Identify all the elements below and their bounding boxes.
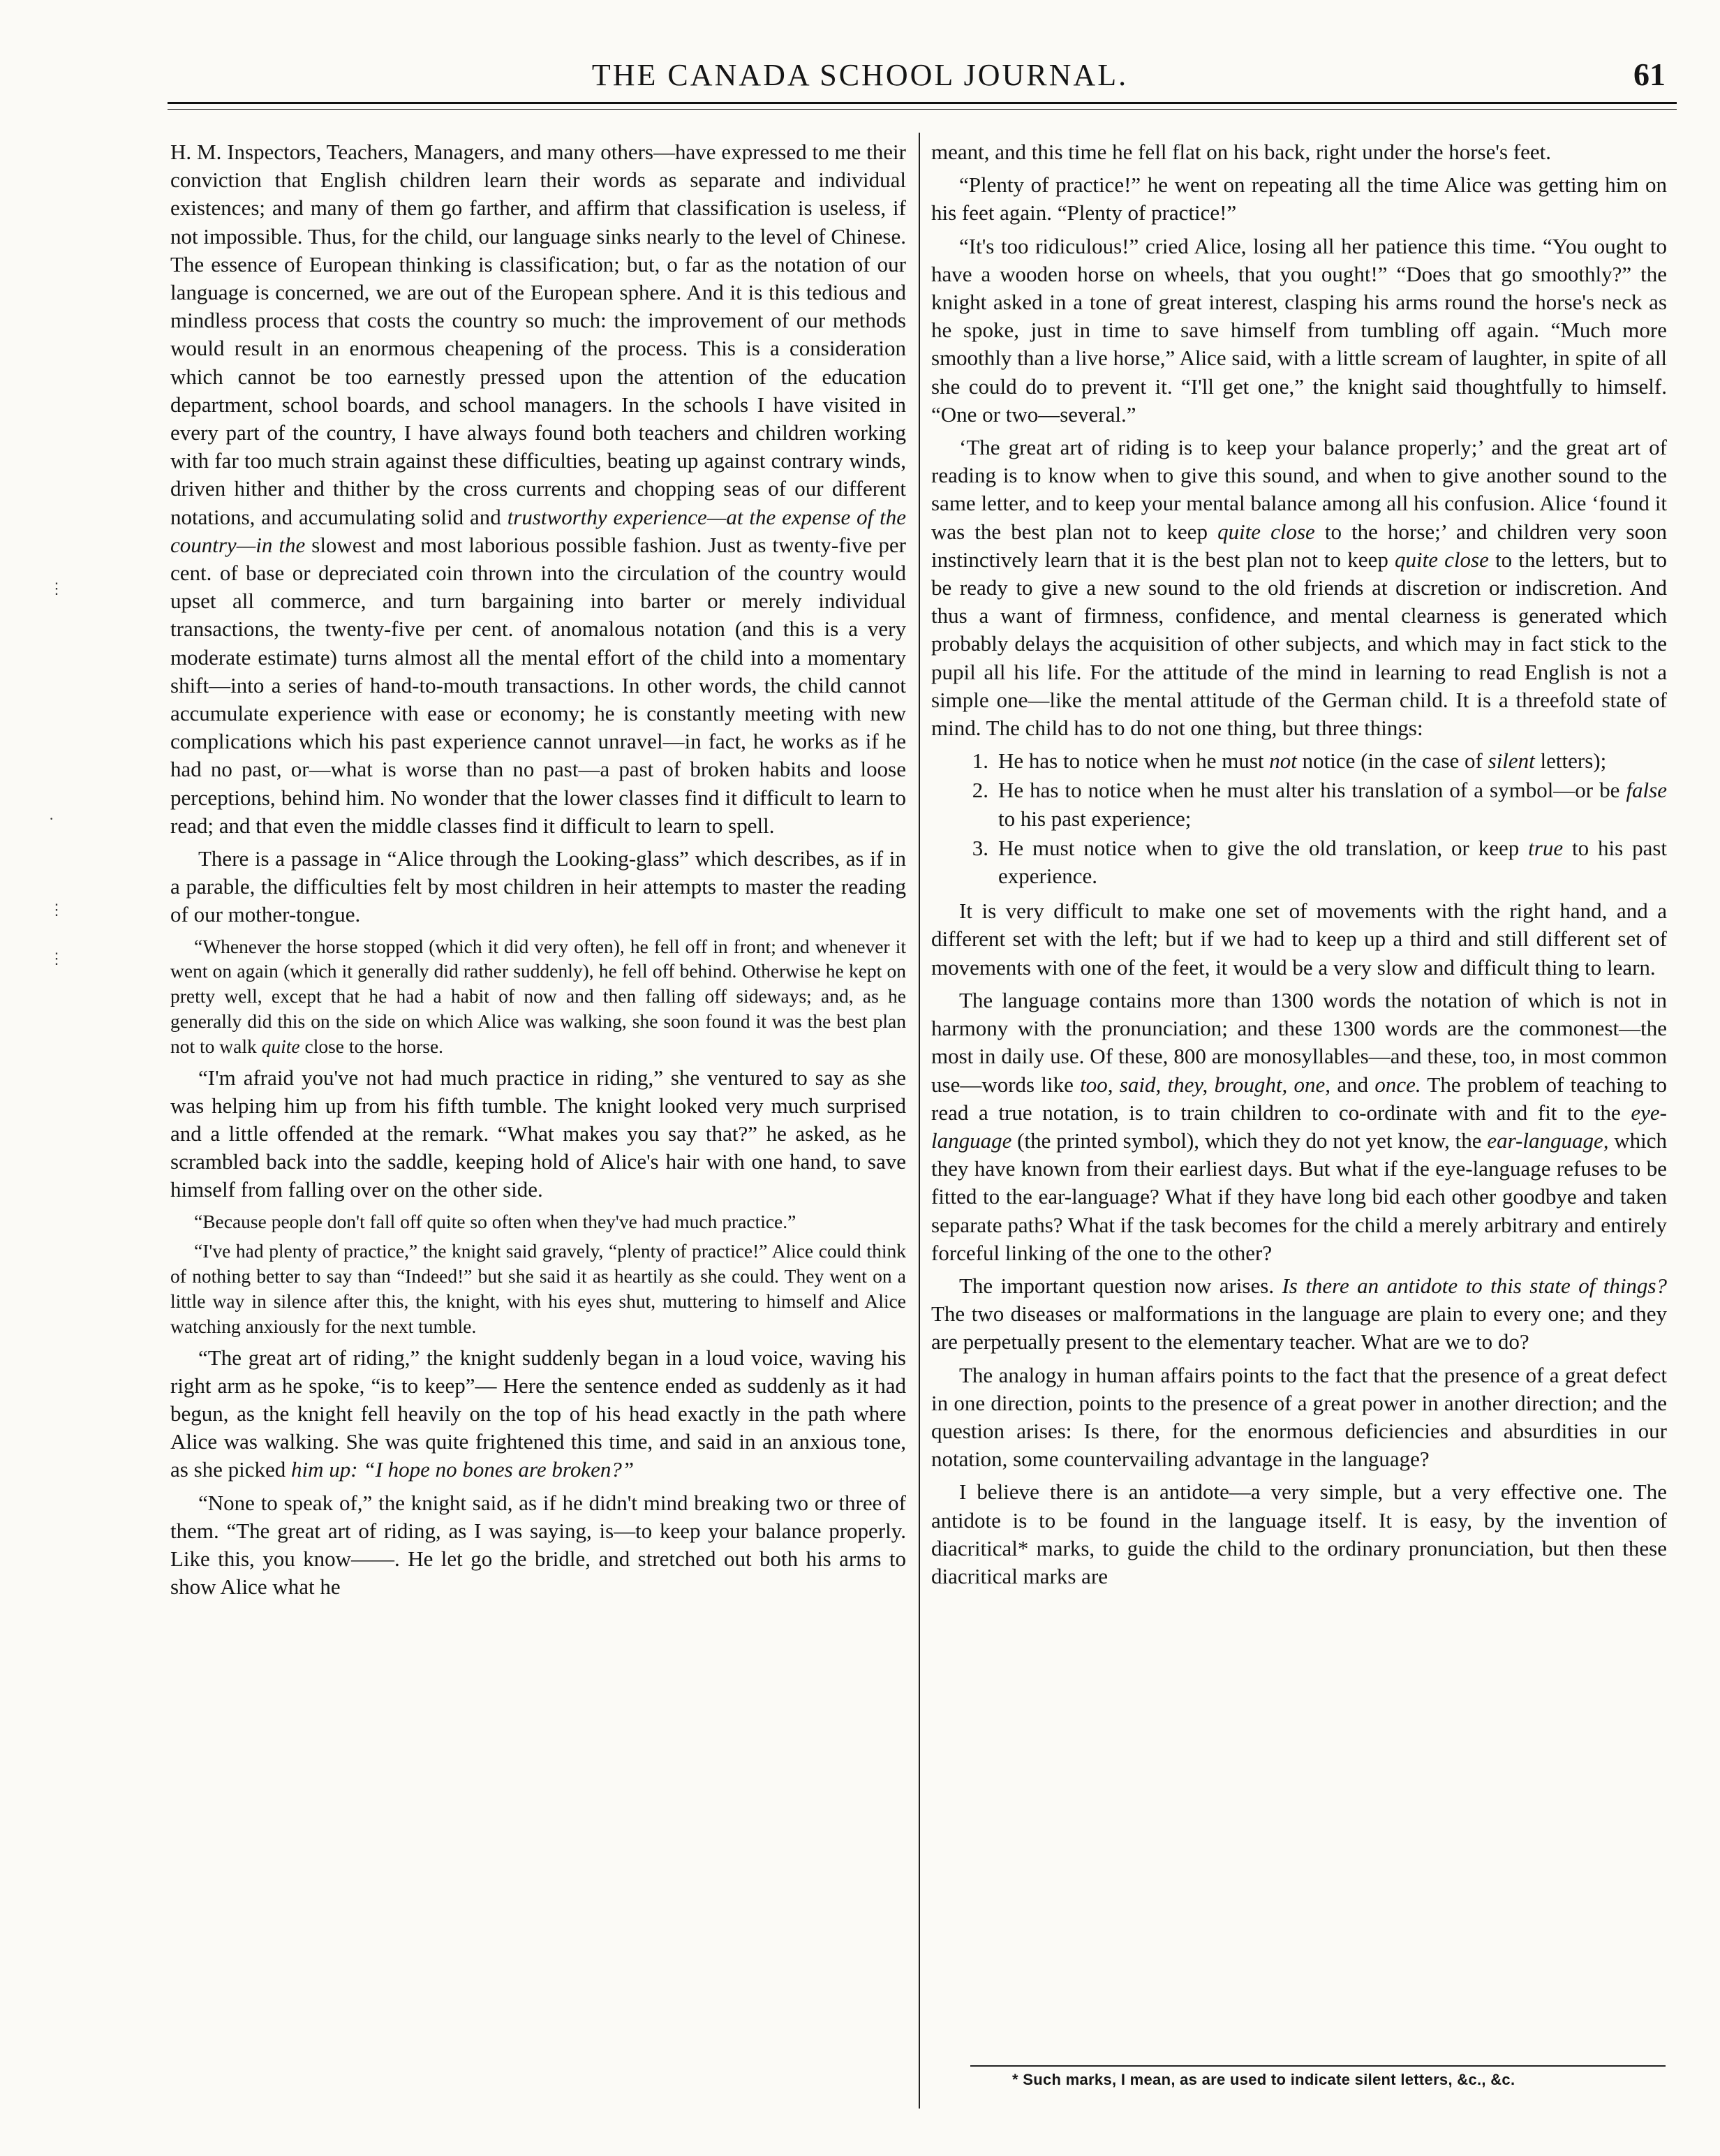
paragraph: The analogy in human affairs points to the fact that the presence of a great defect in one direction, points to the presence of a great power in another direction; and the question arises: Is there, for the enormous deficiencies and absurdities in our notation, some countervailing advantage in the language? <box>931 1362 1667 1472</box>
quotation: “Whenever the horse stopped (which it did very often), he fell off in front; and whenever it went on again (which it generally did rather suddenly), he fell off behind. Otherwise he kept on pretty well, except that he had a habit of now and then falling off sideways; and, as he generally did this on the side on which Alice was walking, she soon found it was the best plan not to walk quite close to the horse. <box>170 935 906 1057</box>
footnote: * Such marks, I mean, as are used to indicate silent letters, &c., &c. <box>1012 2071 1515 2088</box>
paragraph: The language contains more than 1300 words the notation of which is not in harmony with the pronunciation; and these 1300 words are the commonest—the most in daily use. Of these, 800 are monosyllables—and these, too, in most common use—words like too, said, they, brought, one, and once. The problem of teaching to read a true notation, is to train children to co-ordinate with and fit to the eye-language (the printed symbol), which they do not yet know, the ear-language, which they have known from their earliest days. But what if the eye-language refuses to be fitted to the ear-language? What if they have long bid each other goodbye and taken separate paths? What if the task becomes for the child a merely arbitrary and entirely forceful linking of the one to the other? <box>931 987 1667 1265</box>
scan-mark: ⋮ <box>49 950 64 967</box>
header-rule-thin <box>168 109 1677 110</box>
quotation: “Plenty of practice!” he went on repeating all the time Alice was getting him on his feet again. “Plenty of practice!” <box>931 172 1667 226</box>
list-item: 1. He has to notice when he must not notice (in the case of silent letters); <box>972 748 1607 774</box>
column-divider <box>919 133 920 2109</box>
paragraph: H. M. Inspectors, Teachers, Managers, and many others—have expressed to me their conviction that English children learn their words as separate and individual existences; and many of them go farther, and affirm that classification is useless, if not impossible. Thus, for the child, our language sinks nearly to the level of Chinese. The essence of European thinking is classification; but, o far as the notation of our language is concerned, we are out of the European sphere. And it is this tedious and mindless process that costs the country so much: the improvement of our methods would result in an enormous cheapening of the process. This is a consideration which cannot be too earnestly pressed upon the attention of the education department, school boards, and school managers. In the schools I have visited in every part of the country, I have always found both teachers and children working with far too much strain against these difficulties, beating up against contrary winds, driven hither and thither by the cross currents and chopping seas of our different notations, and accumulating solid and trustworthy experience—at the expense of the country—in the slowest and most laborious possible fashion. Just as twenty-five per cent. of base or depreciated coin thrown into the circulation of the country would upset all commerce, and turn bargaining into barter or merely individual transactions, the twenty-five per cent. of anomalous notation (and this is a very moderate estimate) turns almost all the mental effort of the child into a momentary shift—into a series of hand-to-mouth transactions. In other words, the child cannot accumulate experience with ease or economy; he is constantly meeting with new complications which his past experience cannot unravel—in fact, he works as if he had no past, or—what is worse than no past—a past of broken habits and loose perceptions, behind him. No wonder that the lower classes find it difficult to learn to read; and that even the middle classes find it difficult to learn to spell. <box>170 140 906 838</box>
quotation: “It's too ridiculous!” cried Alice, losing all her patience this time. “You ought to have a wooden horse on wheels, that you ought!” “Does that go smoothly?” the knight asked in a tone of great interest, clasping his arms round the horse's neck as he spoke, just in time to save himself from tumbling off again. “Much more smoothly than a live horse,” Alice said, with a little scream of laughter, in spite of all she could do to prevent it. “I'll get one,” the knight said thoughtfully to himself. “One or two—several.” <box>931 233 1667 427</box>
paragraph: I believe there is an antidote—a very simple, but a very effective one. The antidote is to be found in the language itself. It is easy, by the invention of diacritical* marks, to guide the child to the ordinary pronunciation, but then these diacritical marks are <box>931 1479 1667 1588</box>
right-column <box>931 138 1667 1595</box>
left-column <box>170 138 906 1607</box>
paragraph: ‘The great art of riding is to keep your balance properly;’ and the great art of reading is to know when to give this sound, and when to give another sound to the same letter, and to keep your mental balance among all his confusion. Alice ‘found it was the best plan not to keep quite close to the horse;’ and children very soon instinctively learn that it is the best plan not to keep quite close to the letters, but to be ready to give a new sound to the old friends at discretion or indiscretion. And thus a want of firmness, confidence, and mental clearness is generated which probably delays the acquisition of other subjects, and which may in fact stick to the pupil all his life. For the attitude of the mind in learning to read English is not a simple one—like the mental attitude of the German child. It is a threefold state of mind. The child has to do not one thing, but three things: <box>931 435 1667 741</box>
header-rule <box>168 102 1677 104</box>
quotation: meant, and this time he fell flat on his back, right under the horse's feet. <box>931 140 1551 164</box>
paragraph: There is a passage in “Alice through the Looking-glass” which describes, as if in a parable, the difficulties felt by most children in heir attempts to master the reading of our mother-tongue. <box>170 846 906 927</box>
page-number: 61 <box>1633 57 1666 92</box>
footnote-rule <box>970 2065 1666 2067</box>
scan-mark: ⋮ <box>49 901 64 918</box>
quotation: “I'm afraid you've not had much practice in riding,” she ventured to say as she was helping him up from his fifth tumble. The knight looked very much surprised and a little offended at the remark. “What makes you say that?” he asked, as he scrambled back into the saddle, keeping hold of Alice's hair with one hand, to save himself from falling over on the other side. <box>170 1065 906 1202</box>
list-item: 3. He must notice when to give the old translation, or keep true to his past experience. <box>972 835 1667 889</box>
scan-mark: · <box>49 810 54 827</box>
quotation: “The great art of riding,” the knight suddenly began in a loud voice, waving his right arm as he spoke, “is to keep”— Here the sentence ended as suddenly as it had begun, as the knight fell heavily on the top of his head exactly in the path where Alice was walking. She was quite frightened this time, and said in an anxious tone, as she picked him up: “I hope no bones are broken?” <box>170 1345 906 1482</box>
quotation: “None to speak of,” the knight said, as if he didn't mind breaking two or three of them. “The great art of riding, as I was saying, is—to keep your balance properly. Like this, you know——. He let go the bridle, and stretched out both his arms to show Alice what he <box>170 1490 906 1600</box>
scan-mark: ⋮ <box>49 579 64 597</box>
paragraph: The important question now arises. Is there an antidote to this state of things? The two diseases or malformations in the language are plain to every one; and they are perpetually present to the elementary teacher. What are we to do? <box>931 1273 1667 1354</box>
quotation: “I've had plenty of practice,” the knight said gravely, “plenty of practice!” Alice could think of nothing better to say than “Indeed!” but she said it as heartily as she could. They went on a little way in silence after this, the knight, with his eyes shut, muttering to himself and Alice watching anxiously for the next tumble. <box>170 1240 906 1337</box>
quotation: “Because people don't fall off quite so often when they've had much practice.” <box>194 1210 796 1232</box>
list-item: 2. He has to notice when he must alter his translation of a symbol—or be false to his past experience; <box>972 778 1667 831</box>
three-things-list <box>931 747 1667 890</box>
running-head: THE CANADA SCHOOL JOURNAL. <box>591 58 1129 92</box>
paragraph: It is very difficult to make one set of movements with the right hand, and a different set with the left; but if we had to keep up a third and still different set of movements with one of the feet, it would be a very slow and difficult thing to learn. <box>931 899 1667 980</box>
